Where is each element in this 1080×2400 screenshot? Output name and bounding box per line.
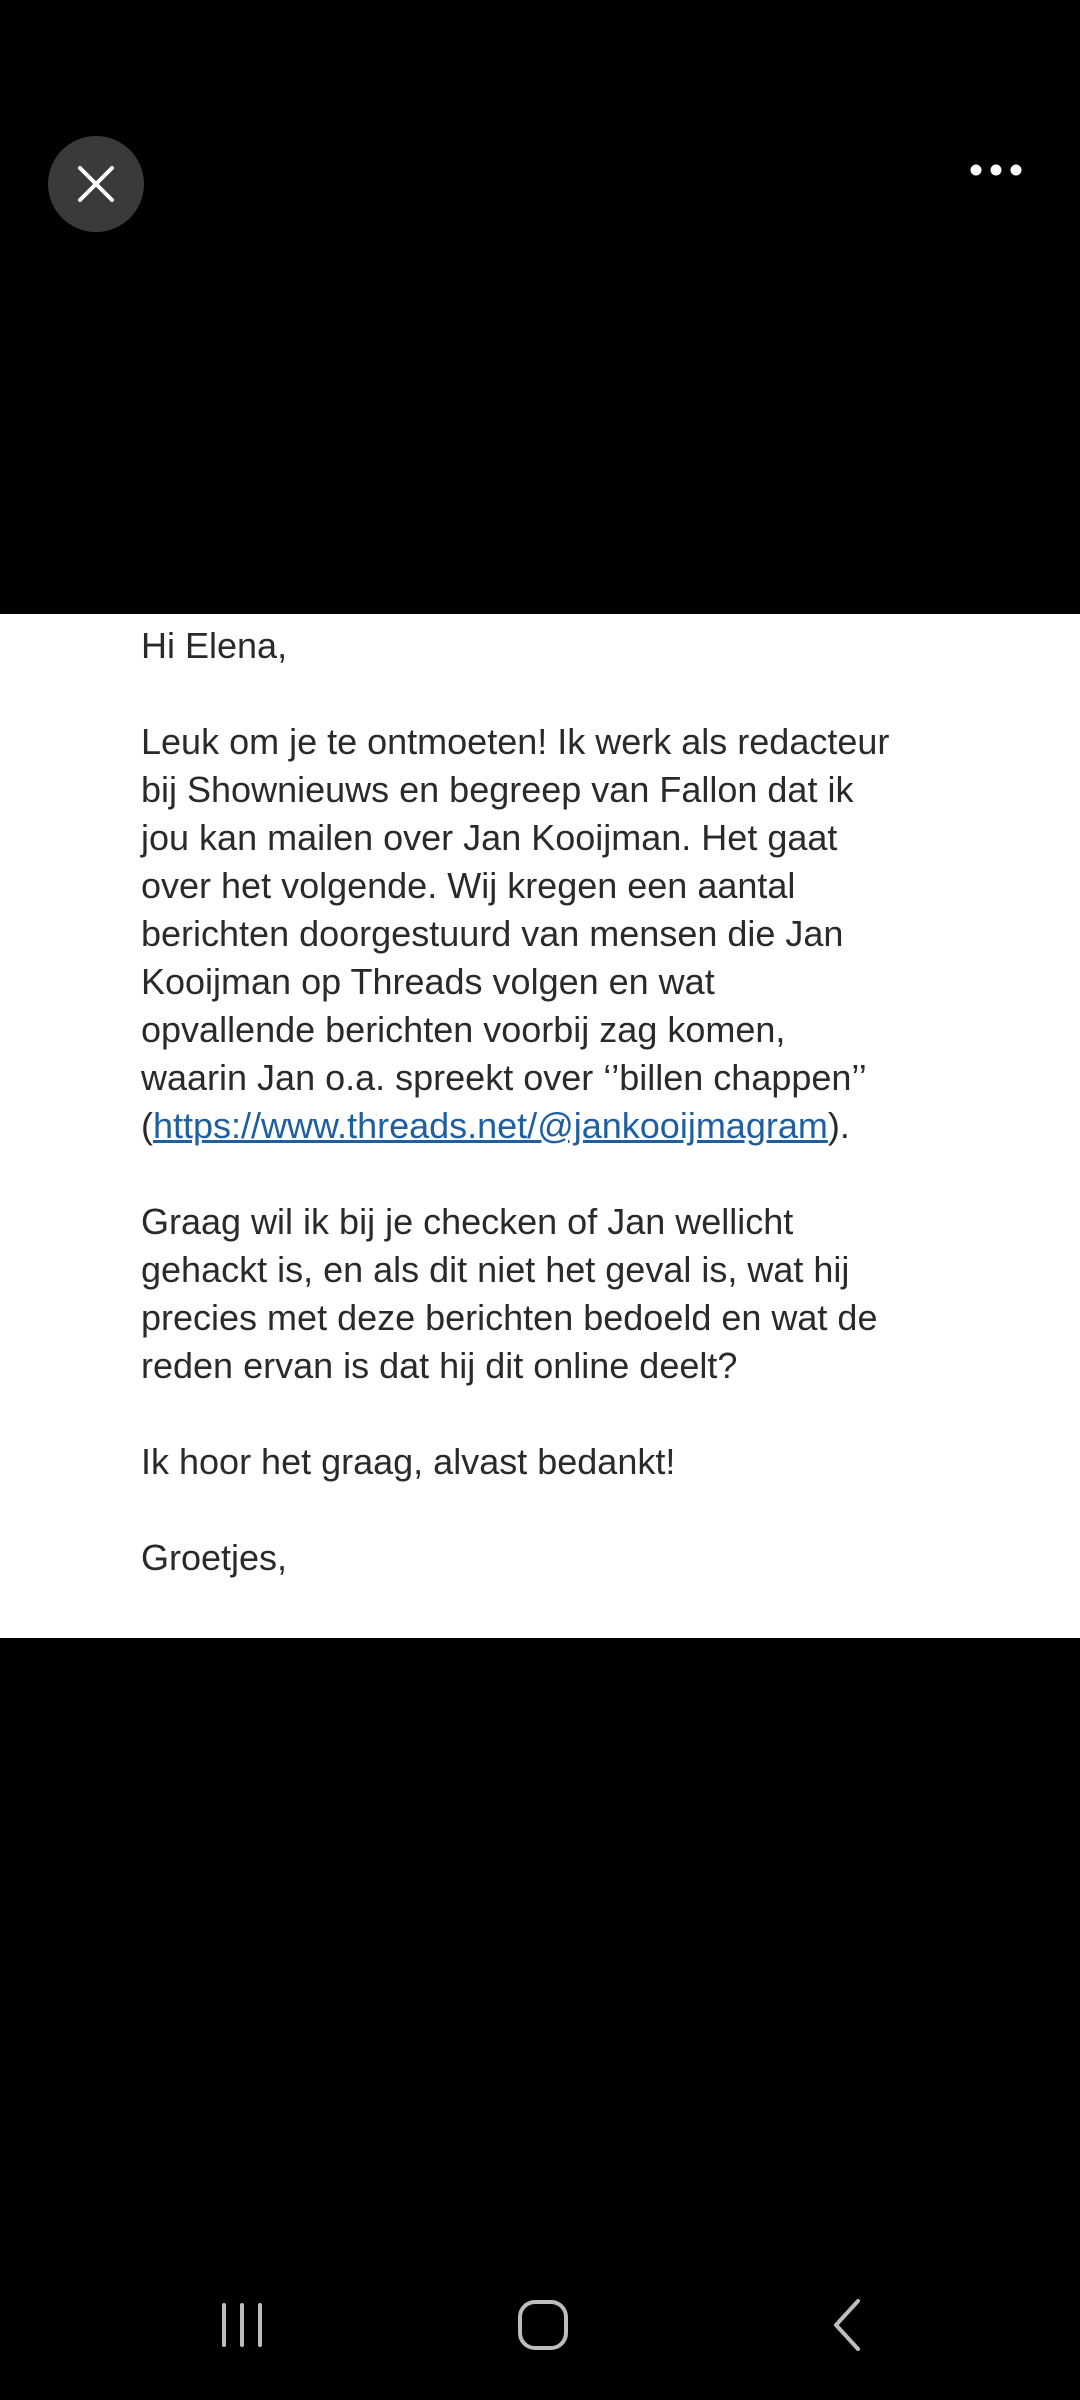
email-closing: Groetjes,	[141, 1537, 288, 1578]
home-button[interactable]	[483, 2270, 603, 2380]
more-options-button[interactable]	[956, 140, 1036, 200]
email-body	[141, 622, 1041, 1630]
recents-button[interactable]	[182, 2270, 302, 2380]
email-paragraph-1-end: ).	[827, 1105, 850, 1146]
more-horizontal-icon	[966, 160, 1026, 180]
back-button[interactable]	[788, 2270, 908, 2380]
threads-link[interactable]: https://www.threads.net/@jankooijmagram	[153, 1105, 828, 1146]
system-navigation-bar	[0, 2270, 1080, 2380]
email-screenshot-image[interactable]	[0, 614, 1080, 1638]
email-paragraph-1-text: Leuk om je te ontmoeten! Ik werk als redacteur bij Shownieuws en begreep van Fallon dat ik jou kan mailen over Jan Kooijman. Het gaat over het volgende. Wij kregen een aantal berichten doorgestuurd van mensen die Jan Kooijman op Threads volgen en wat opvallende berichten voorbij zag komen, waarin Jan o.a. spreekt over ‘’billen chappen’’ (	[141, 721, 890, 1146]
home-icon	[515, 2297, 571, 2353]
recents-icon	[216, 2299, 268, 2351]
email-paragraph-3: Ik hoor het graag, alvast bedankt!	[141, 1441, 676, 1482]
close-icon	[74, 162, 118, 206]
close-button[interactable]	[48, 136, 144, 232]
back-icon	[828, 2297, 868, 2353]
email-greeting: Hi Elena,	[141, 625, 288, 666]
email-paragraph-2: Graag wil ik bij je checken of Jan wellicht gehackt is, en als dit niet het geval is, wat hij precies met deze berichten bedoeld en wat de reden ervan is dat hij dit online deelt?	[141, 1201, 878, 1386]
email-paragraph-1	[141, 718, 1041, 1150]
